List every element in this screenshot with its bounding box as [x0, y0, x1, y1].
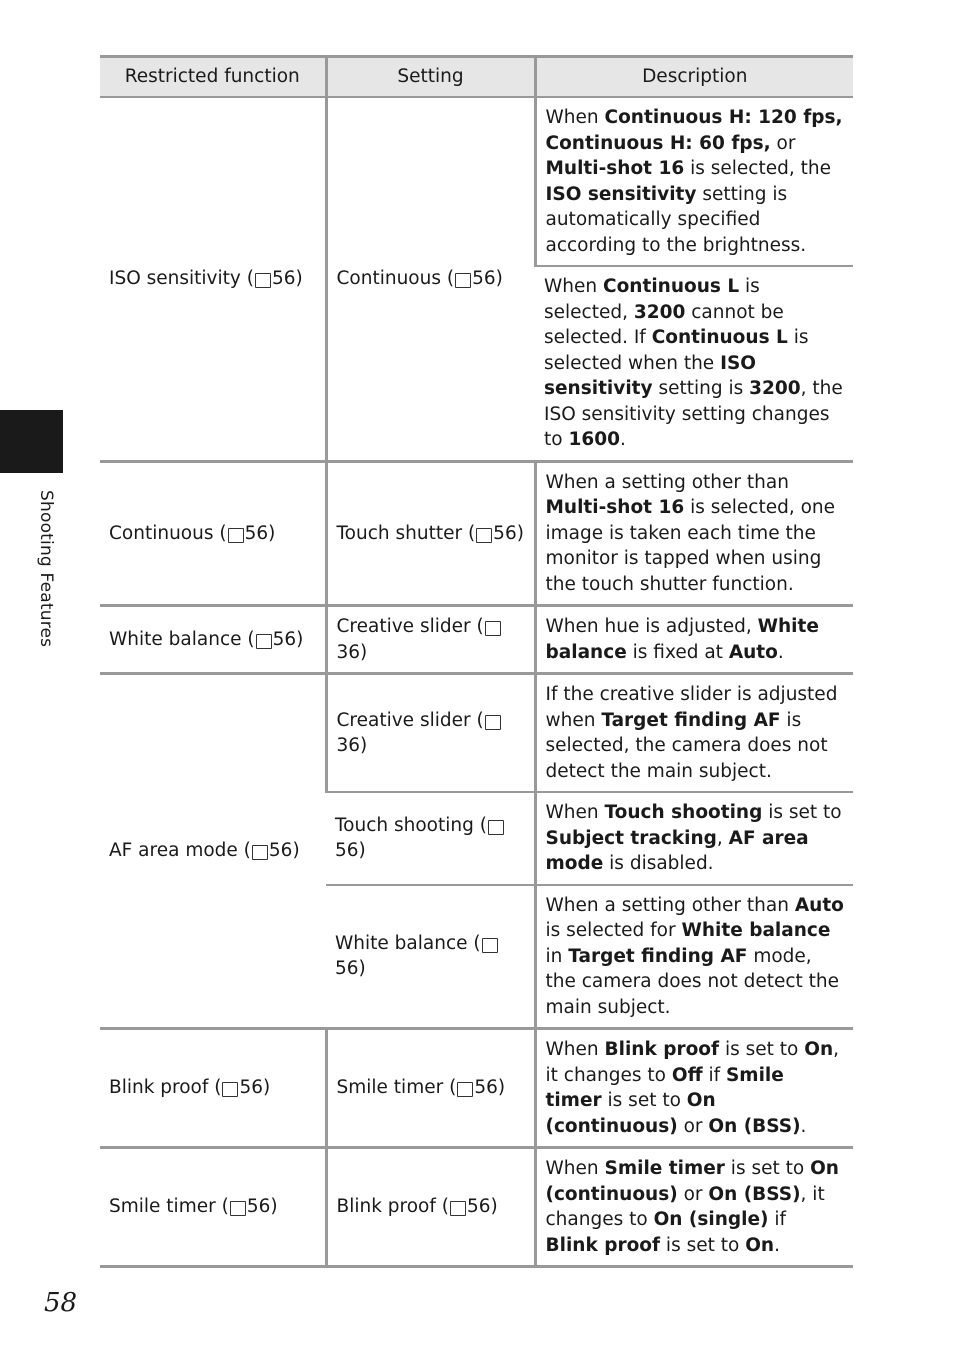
description-text: is fixed at: [626, 641, 729, 663]
description-text: is selected for: [545, 920, 682, 941]
description-text: setting is automatically specified according to the brightness.: [545, 183, 807, 256]
emphasized-term: On: [804, 1039, 834, 1060]
book-reference-icon: [485, 715, 501, 730]
ref-suffix: ): [268, 522, 276, 544]
book-reference-icon: [450, 1201, 466, 1216]
emphasized-term: AF area mode: [545, 827, 809, 874]
description-text: is set to: [660, 1234, 746, 1256]
description-cell: [535, 1148, 853, 1267]
description-text: , it changes to: [545, 1039, 840, 1086]
description-text: is selected when the: [544, 327, 809, 374]
ref-prefix: Touch shutter (: [336, 522, 476, 544]
book-reference-icon: [252, 845, 268, 860]
header-setting: Setting: [326, 57, 535, 98]
description-text: in: [545, 945, 569, 967]
ref-suffix: ): [296, 628, 304, 650]
emphasized-term: White balance: [681, 920, 831, 941]
book-reference-icon: [457, 1082, 473, 1097]
description-text: When: [545, 802, 605, 823]
emphasized-term: Continuous H: 120 fps, Continuous H: 60 fps,: [545, 107, 843, 154]
page-reference[interactable]: 56: [335, 958, 359, 980]
description-text: When: [545, 107, 605, 128]
table-row: [100, 674, 853, 793]
book-reference-icon: [455, 273, 471, 288]
description-text: setting is: [652, 378, 750, 399]
page-reference[interactable]: 56: [493, 522, 517, 544]
ref-suffix: ): [263, 1077, 271, 1099]
ref-prefix: Continuous (: [109, 522, 227, 544]
book-reference-icon: [256, 634, 272, 649]
description-cell: [535, 461, 853, 606]
table-row: [100, 606, 853, 674]
page-reference[interactable]: 56: [474, 1077, 498, 1099]
emphasized-term: ISO sensitivity: [544, 352, 756, 399]
emphasized-term: ISO sensitivity: [545, 183, 697, 205]
description-cell: [535, 674, 853, 793]
page-reference[interactable]: 56: [246, 1196, 271, 1218]
emphasized-term: Subject tracking: [545, 827, 717, 849]
book-reference-icon: [476, 528, 492, 543]
description-text: .: [777, 641, 784, 663]
emphasized-term: Smile timer: [604, 1158, 725, 1179]
description-text: When: [545, 1158, 605, 1179]
page-reference[interactable]: 56: [268, 840, 293, 862]
page-reference[interactable]: 56: [244, 522, 269, 544]
emphasized-term: White balance: [545, 616, 819, 663]
description-cell: [535, 1029, 853, 1148]
description-text: is selected, the camera does not detect the main subject.: [545, 709, 828, 782]
ref-prefix: AF area mode (: [109, 840, 251, 862]
page-reference[interactable]: 56: [239, 1077, 264, 1099]
emphasized-term: 3200: [633, 301, 686, 323]
page-reference[interactable]: 56: [271, 268, 296, 289]
book-reference-icon: [222, 1082, 238, 1097]
emphasized-term: 1600: [568, 429, 620, 450]
ref-prefix: Smile timer (: [336, 1077, 457, 1099]
emphasized-term: Continuous L: [651, 327, 788, 348]
description-cell: [535, 885, 853, 1029]
table-row: [100, 1029, 853, 1148]
setting-cell: [326, 674, 535, 793]
page-reference[interactable]: 56: [335, 840, 359, 862]
restricted-function-cell: [100, 97, 326, 461]
emphasized-term: Smile timer: [545, 1064, 784, 1111]
description-text: if: [768, 1209, 787, 1230]
description-text: is selected,: [544, 276, 760, 323]
emphasized-term: Multi-shot 16: [545, 158, 685, 179]
table-header-row: [100, 57, 853, 98]
restricted-function-cell: [100, 606, 326, 674]
section-label: Shooting Features: [36, 490, 56, 648]
setting-cell: [326, 1029, 535, 1148]
restricted-function-cell: [100, 674, 326, 1029]
description-text: cannot be selected. If: [544, 301, 784, 348]
description-cell: [535, 266, 853, 461]
description-text: is set to: [762, 802, 842, 823]
restriction-table: [100, 55, 853, 1268]
ref-prefix: Smile timer (: [109, 1196, 229, 1218]
book-reference-icon: [482, 938, 498, 953]
table-row: [100, 461, 853, 606]
emphasized-term: Off: [671, 1064, 703, 1086]
ref-suffix: ): [295, 268, 303, 289]
description-text: .: [619, 429, 626, 450]
description-cell: [535, 97, 853, 266]
description-text: is set to: [601, 1090, 687, 1111]
description-text: is selected, one image is taken each time the monitor is tapped when using the touch shutter function.: [545, 497, 836, 595]
setting-cell: [326, 606, 535, 674]
page-reference[interactable]: 56: [466, 1196, 491, 1218]
emphasized-term: Target finding AF: [568, 945, 748, 967]
description-text: is set to: [719, 1039, 805, 1060]
ref-suffix: ): [495, 268, 503, 289]
book-reference-icon: [230, 1201, 246, 1216]
ref-prefix: Creative slider (: [336, 616, 484, 637]
restricted-function-cell: [100, 1148, 326, 1267]
description-text: is disabled.: [603, 853, 714, 874]
ref-prefix: ISO sensitivity (: [109, 268, 254, 289]
emphasized-term: On (BSS): [708, 1183, 801, 1205]
restricted-function-cell: [100, 1029, 326, 1148]
setting-cell: [326, 885, 535, 1029]
description-text: ,: [716, 827, 729, 849]
description-text: or: [677, 1115, 709, 1137]
ref-prefix: Touch shooting (: [335, 814, 487, 836]
ref-prefix: Blink proof (: [336, 1196, 449, 1218]
emphasized-term: 3200: [749, 378, 801, 399]
ref-prefix: White balance (: [335, 932, 481, 954]
description-text: .: [774, 1234, 780, 1256]
description-text: When a setting other than: [545, 894, 795, 916]
emphasized-term: Auto: [728, 641, 778, 663]
ref-prefix: Continuous (: [336, 268, 455, 289]
table-row: [100, 97, 853, 266]
restricted-function-cell: [100, 461, 326, 606]
description-text: if: [702, 1064, 726, 1086]
ref-suffix: ): [360, 735, 368, 756]
page-reference[interactable]: 56: [272, 628, 297, 650]
book-reference-icon: [255, 273, 271, 288]
description-text: .: [800, 1115, 807, 1137]
header-description: Description: [535, 57, 853, 98]
description-text: or: [770, 132, 796, 154]
ref-suffix: ): [270, 1196, 278, 1218]
description-text: When: [545, 1039, 605, 1060]
description-text: or: [677, 1183, 709, 1205]
ref-suffix: ): [516, 522, 524, 544]
emphasized-term: Auto: [794, 894, 844, 916]
page-reference[interactable]: 36: [336, 641, 361, 663]
description-text: is selected, the: [684, 158, 831, 179]
emphasized-term: Target finding AF: [601, 709, 781, 731]
emphasized-term: Blink proof: [604, 1039, 720, 1060]
description-text: If the creative slider is adjusted when: [545, 684, 838, 731]
page-reference[interactable]: 56: [472, 268, 496, 289]
ref-suffix: ): [490, 1196, 498, 1218]
ref-suffix: ): [360, 641, 368, 663]
emphasized-term: On: [745, 1234, 775, 1256]
ref-suffix: ): [292, 840, 300, 862]
description-text: When a setting other than: [545, 471, 789, 493]
header-restricted-function: Restricted function: [100, 57, 326, 98]
description-cell: [535, 606, 853, 674]
setting-cell: [326, 792, 535, 885]
ref-prefix: Blink proof (: [109, 1077, 222, 1099]
emphasized-term: On (continuous): [545, 1090, 716, 1137]
description-text: mode, the camera does not detect the main subject.: [545, 945, 840, 1018]
book-reference-icon: [228, 528, 244, 543]
description-text: When: [544, 276, 604, 297]
ref-prefix: White balance (: [109, 628, 255, 650]
description-text: When hue is adjusted,: [545, 616, 758, 637]
ref-suffix: ): [358, 840, 366, 862]
page-reference[interactable]: 36: [336, 735, 361, 756]
table-row: [100, 1148, 853, 1267]
emphasized-term: Continuous L: [603, 276, 740, 297]
ref-suffix: ): [497, 1077, 506, 1099]
emphasized-term: Blink proof: [545, 1234, 661, 1256]
page-number: 58: [44, 1288, 78, 1318]
description-text: is set to: [724, 1158, 811, 1179]
emphasized-term: Multi-shot 16: [545, 497, 685, 518]
setting-cell: [326, 1148, 535, 1267]
section-tab-marker: [0, 410, 63, 473]
description-text: , the ISO sensitivity setting changes to: [544, 378, 843, 450]
emphasized-term: On (continuous): [545, 1158, 839, 1205]
emphasized-term: On (BSS): [708, 1115, 801, 1137]
emphasized-term: Touch shooting: [604, 802, 763, 823]
description-cell: [535, 792, 853, 885]
setting-cell: [326, 97, 535, 461]
ref-prefix: Creative slider (: [336, 709, 484, 731]
setting-cell: [326, 461, 535, 606]
book-reference-icon: [488, 820, 504, 835]
ref-suffix: ): [358, 958, 366, 980]
emphasized-term: On (single): [653, 1209, 769, 1230]
description-text: , it changes to: [545, 1183, 825, 1230]
book-reference-icon: [485, 621, 501, 636]
